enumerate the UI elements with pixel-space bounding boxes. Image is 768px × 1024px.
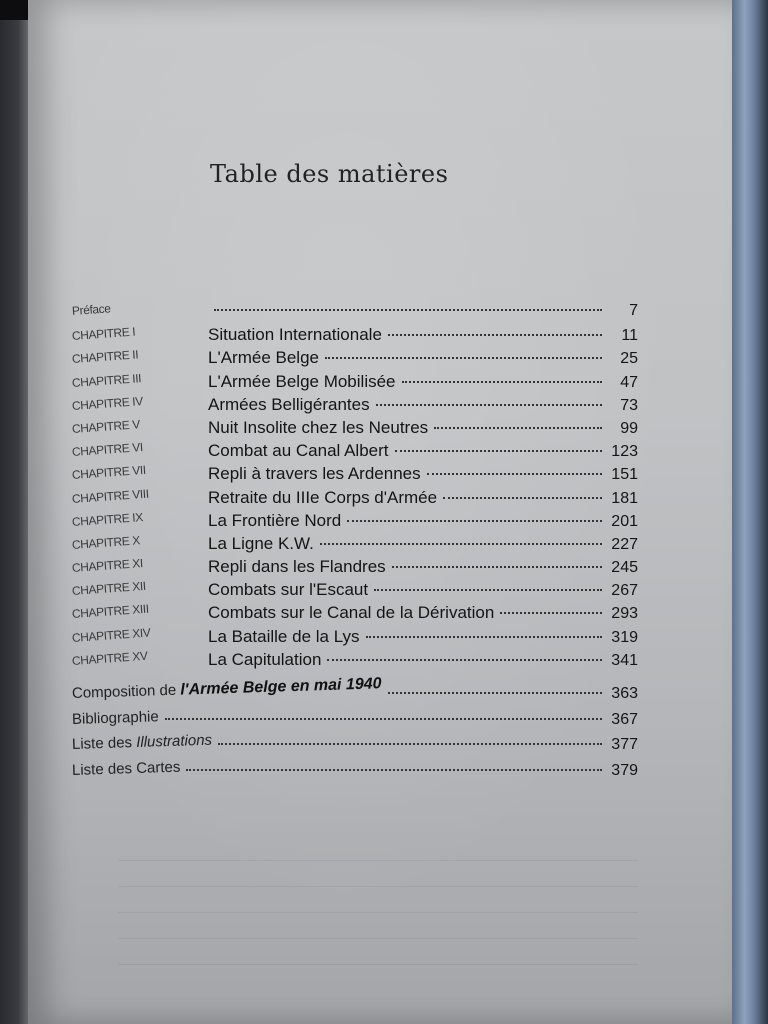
- dot-leader: [186, 769, 602, 771]
- chapter-label: CHAPITRE IX: [71, 509, 144, 529]
- chapter-title: Nuit Insolite chez les Neutres: [208, 417, 429, 437]
- chapter-entry: [208, 395, 638, 415]
- chapter-entry: [208, 511, 638, 531]
- page-number: 123: [611, 443, 638, 461]
- table-of-contents: [72, 302, 638, 787]
- toc-row-chapter: [72, 627, 638, 650]
- chapter-label: CHAPITRE III: [71, 370, 142, 390]
- chapter-label: CHAPITRE XIII: [71, 602, 150, 622]
- chapter-label: CHAPITRE XI: [71, 556, 144, 576]
- page-number: 25: [620, 350, 638, 368]
- chapter-entry: [208, 441, 638, 461]
- chapter-title: La Ligne K.W.: [208, 533, 314, 553]
- dot-leader: [500, 612, 602, 614]
- toc-row-illustrations: [71, 731, 638, 762]
- page-number: 367: [611, 710, 638, 728]
- chapter-label: CHAPITRE IV: [71, 393, 144, 413]
- toc-row-bibliographie: [71, 707, 638, 737]
- chapter-title: L'Armée Belge Mobilisée: [208, 371, 396, 391]
- chapter-label: CHAPITRE VI: [71, 440, 144, 460]
- toc-row-chapter: [72, 511, 638, 534]
- chapter-title: Combat au Canal Albert: [208, 441, 389, 461]
- toc-row-preface: [72, 302, 638, 325]
- chapter-title: La Bataille de la Lys: [208, 626, 360, 646]
- page-number: 181: [611, 489, 638, 507]
- chapter-label: CHAPITRE VIII: [71, 486, 150, 506]
- chapter-entry: [208, 580, 638, 600]
- chapter-label: CHAPITRE XII: [71, 579, 147, 599]
- chapter-label: CHAPITRE XIV: [71, 625, 151, 645]
- preface-label: Préface: [71, 301, 111, 318]
- page-number: 379: [611, 761, 638, 779]
- chapter-entry: [208, 325, 638, 345]
- chapter-title: L'Armée Belge: [208, 348, 319, 368]
- page-number: 227: [611, 535, 638, 553]
- dot-leader: [376, 404, 602, 406]
- dot-leader: [374, 589, 602, 591]
- chapter-title: Situation Internationale: [208, 325, 382, 345]
- dot-leader: [388, 692, 602, 694]
- chapter-entry: [208, 557, 638, 577]
- page-number: 73: [620, 396, 638, 414]
- page-number: 47: [620, 373, 638, 391]
- chapter-entry: [208, 627, 638, 647]
- chapter-label: CHAPITRE I: [71, 324, 136, 344]
- toc-row-chapter: [72, 488, 638, 511]
- chapter-entry: [208, 603, 638, 623]
- chapter-title: Repli à travers les Ardennes: [208, 464, 421, 484]
- chapter-title: Repli dans les Flandres: [208, 557, 386, 577]
- toc-row-chapter: [72, 372, 638, 395]
- page-number: 245: [611, 559, 638, 577]
- dot-leader: [395, 450, 603, 452]
- page-number: 99: [620, 419, 638, 437]
- toc-row-chapter: [72, 395, 638, 418]
- show-through-text: [118, 860, 638, 970]
- chapter-title: La Frontière Nord: [208, 510, 342, 530]
- dot-leader: [218, 743, 602, 745]
- page-number: 363: [611, 685, 638, 702]
- page-number: 341: [611, 651, 638, 669]
- chapter-title: Combats sur l'Escaut: [208, 580, 369, 600]
- book-page: [28, 0, 736, 1024]
- toc-row-chapter: [72, 650, 638, 673]
- book-spine: [732, 0, 768, 1024]
- page-title: Table des matières: [210, 160, 449, 188]
- dot-leader: [434, 427, 602, 429]
- chapter-label: CHAPITRE V: [71, 417, 141, 436]
- chapter-entry: [208, 650, 638, 670]
- toc-row-chapter: [72, 464, 638, 487]
- chapter-label: CHAPITRE XV: [71, 648, 148, 668]
- page-number: 319: [611, 628, 638, 646]
- chapter-entry: [208, 418, 638, 438]
- toc-row-chapter: [72, 348, 638, 371]
- chapter-entry: [208, 348, 638, 368]
- composition-title: Composition de l'Armée Belge en mai 1940: [71, 675, 382, 702]
- toc-row-chapter: [72, 441, 638, 464]
- bibliographie-title: Bibliographie: [71, 707, 159, 728]
- chapter-label: CHAPITRE VII: [71, 463, 147, 483]
- toc-row-chapter: [72, 325, 638, 348]
- chapter-title: Combats sur le Canal de la Dérivation: [208, 603, 495, 623]
- toc-row-cartes: [71, 758, 638, 788]
- dot-leader: [325, 357, 602, 359]
- toc-row-chapter: [72, 534, 638, 557]
- dot-leader: [366, 636, 602, 638]
- illustrations-title: Liste des Illustrations: [71, 731, 213, 753]
- chapter-entry: [208, 488, 638, 508]
- dot-leader: [165, 718, 602, 720]
- page-number: 7: [629, 302, 638, 319]
- toc-row-chapter: [72, 557, 638, 580]
- page-number: 151: [611, 466, 638, 484]
- chapter-entry: [208, 534, 638, 554]
- page-number: 201: [611, 512, 638, 530]
- page-number: 377: [611, 736, 638, 753]
- chapter-entry: [208, 464, 638, 484]
- toc-row-chapter: [72, 603, 638, 626]
- chapter-entry: [208, 372, 638, 392]
- dot-leader: [214, 309, 602, 311]
- dot-leader: [388, 334, 602, 336]
- page-number: 267: [611, 582, 638, 600]
- dot-leader: [402, 381, 602, 383]
- preface-entry: [208, 302, 638, 320]
- page-number: 11: [621, 327, 638, 345]
- chapter-label: CHAPITRE X: [71, 533, 141, 552]
- cartes-title: Liste des Cartes: [71, 758, 181, 779]
- dot-leader: [392, 566, 602, 568]
- toc-row-chapter: [72, 580, 638, 603]
- toc-row-composition: [71, 675, 638, 711]
- dot-leader: [327, 659, 602, 661]
- chapter-title: La Capitulation: [208, 649, 322, 669]
- dot-leader: [427, 473, 602, 475]
- dot-leader: [443, 497, 602, 499]
- chapter-title: Armées Belligérantes: [208, 394, 370, 414]
- toc-row-chapter: [72, 418, 638, 441]
- chapter-label: CHAPITRE II: [71, 347, 139, 367]
- page-number: 293: [611, 605, 638, 623]
- chapter-title: Retraite du IIIe Corps d'Armée: [208, 487, 438, 507]
- dot-leader: [320, 543, 602, 545]
- dot-leader: [347, 520, 602, 522]
